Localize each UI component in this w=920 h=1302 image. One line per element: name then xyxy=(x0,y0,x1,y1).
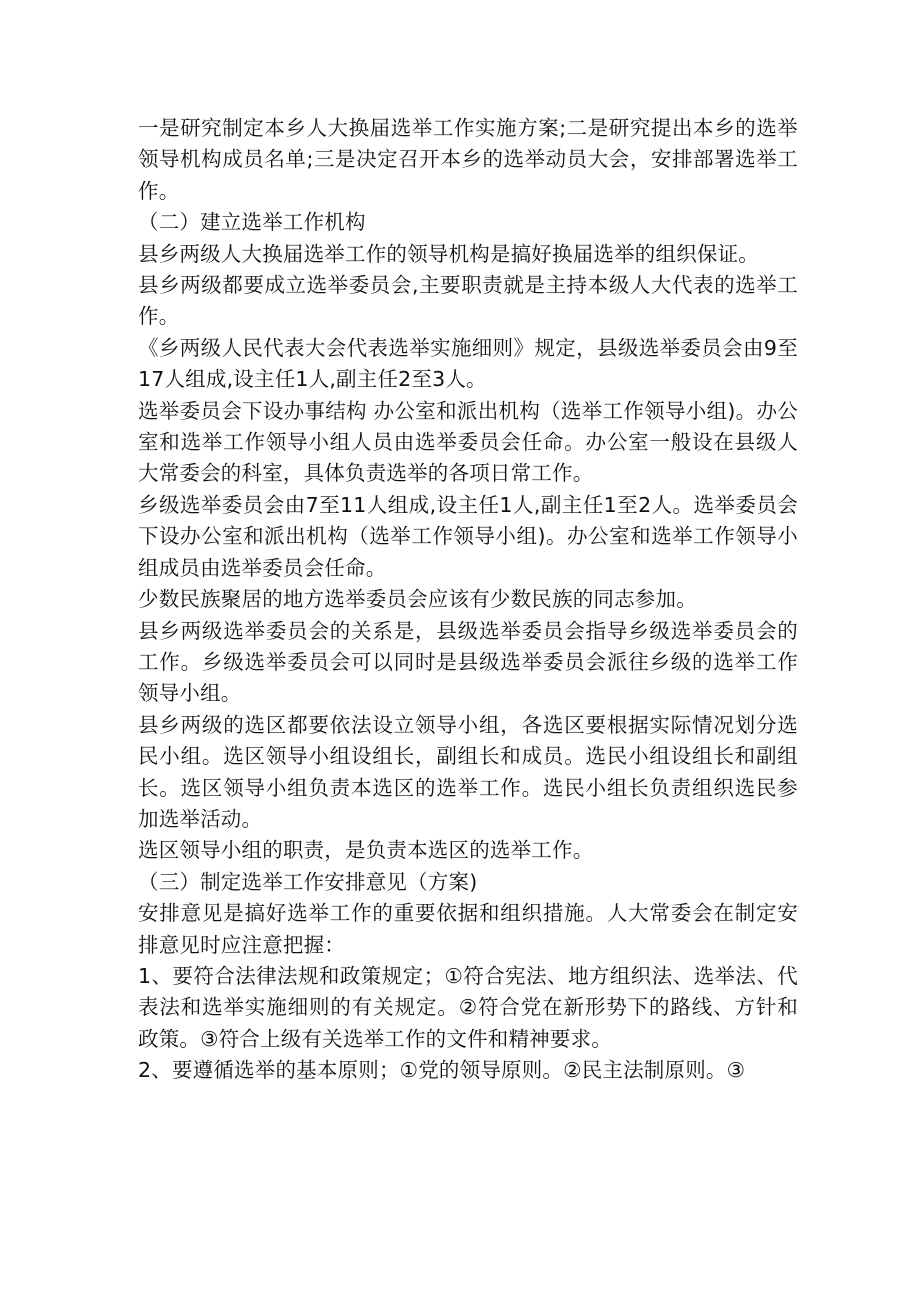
section-heading-3: （三）制定选举工作安排意见（方案) xyxy=(138,869,478,894)
paragraph-9: 县乡两级的选区都要依法设立领导小组，各选区要根据实际情况划分选民小组。选区领导小组设组长，副组长和成员。选民小组设组长和副组长。选区领导小组负责本选区的选举工作。选民小组长负责组织选民参加选举活动。 xyxy=(138,712,798,831)
document-page xyxy=(138,113,798,1087)
paragraph-4: 《乡两级人民代表大会代表选举实施细则》规定，县级选举委员会由9至17人组成,设主任1人,副主任2至3人。 xyxy=(138,335,798,392)
paragraph-13: 2、要遵循选举的基本原则；①党的领导原则。②民主法制原则。③ xyxy=(138,1058,746,1083)
paragraph-3: 县乡两级都要成立选举委员会,主要职责就是主持本级人大代表的选举工作。 xyxy=(138,273,798,329)
paragraph-10: 选区领导小组的职责，是负责本选区的选举工作。 xyxy=(138,838,594,863)
section-heading-2: （二）建立选举工作机构 xyxy=(138,210,366,235)
paragraph-6: 乡级选举委员会由7至11人组成,设主任1人,副主任1至2人。选举委员会下设办公室和派出机构（选举工作领导小组)。办公室和选举工作领导小组成员由选举委员会任命。 xyxy=(138,492,798,580)
paragraph-1: 一是研究制定本乡人大换届选举工作实施方案;二是研究提出本乡的选举领导机构成员名单;三是决定召开本乡的选举动员大会，安排部署选举工作。 xyxy=(138,116,798,203)
paragraph-5: 选举委员会下设办事结构 办公室和派出机构（选举工作领导小组)。办公室和选举工作领导小组人员由选举委员会任命。办公室一般设在县级人大常委会的科室，具体负责选举的各项日常工作。 xyxy=(138,398,798,486)
paragraph-11: 安排意见是搞好选举工作的重要依据和组织措施。人大常委会在制定安排意见时应注意把握： xyxy=(138,901,798,957)
paragraph-8: 县乡两级选举委员会的关系是，县级选举委员会指导乡级选举委员会的工作。乡级选举委员会可以同时是县级选举委员会派往乡级的选举工作领导小组。 xyxy=(138,618,798,706)
paragraph-12: 1、要符合法律法规和政策规定；①符合宪法、地方组织法、选举法、代表法和选举实施细则的有关规定。②符合党在新形势下的路线、方针和政策。③符合上级有关选举工作的文件和精神要求。 xyxy=(138,963,798,1051)
paragraph-2: 县乡两级人大换届选举工作的领导机构是搞好换届选举的组织保证。 xyxy=(138,241,759,266)
paragraph-7: 少数民族聚居的地方选举委员会应该有少数民族的同志参加。 xyxy=(138,587,697,612)
